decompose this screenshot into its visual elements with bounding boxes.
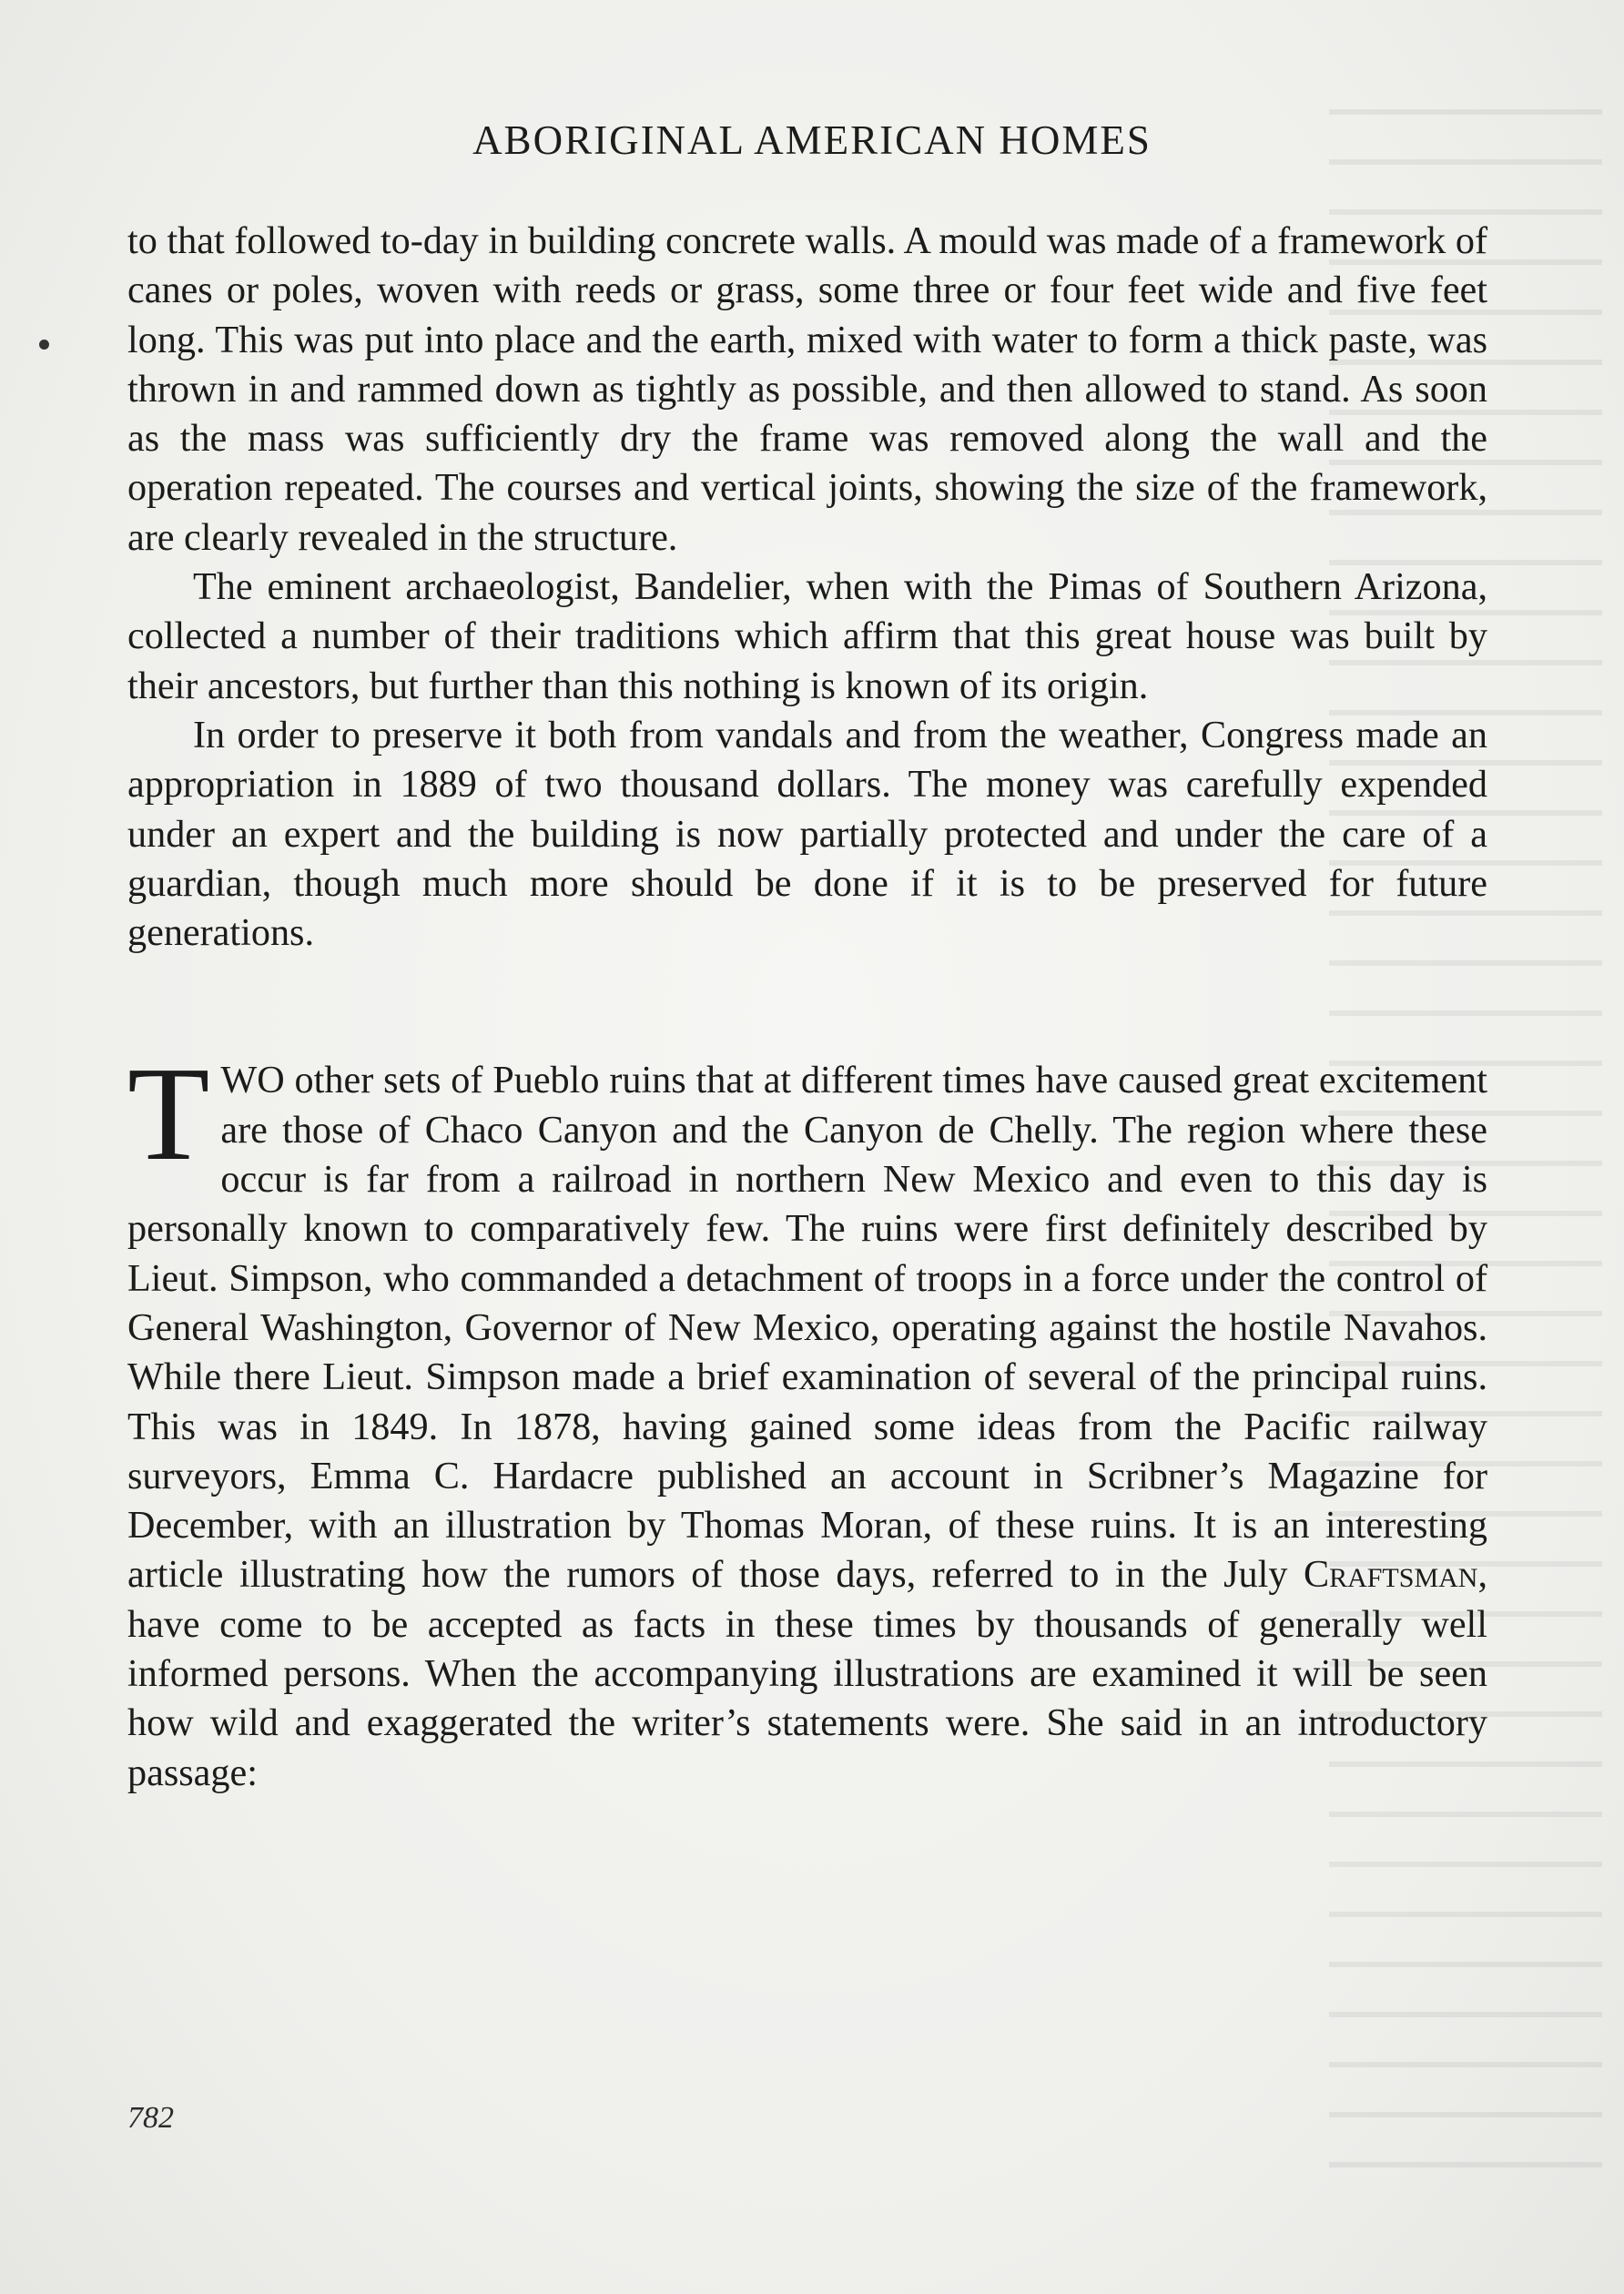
paragraph-2: The eminent archaeologist, Bandelier, when with the Pimas of Southern Arizona, collected a number of their traditions which affirm that this great house was built by their ancestors, but further than this nothing is known of its origin.: [127, 565, 1487, 707]
paragraph-3: In order to preserve it both from vandals and from the weather, Congress made an appropriation in 1889 of two thousand dollars. The money was carefully expended under an expert and the building is now partially protected and under the care of a guardian, though much more should be done if it is to be preserved for future generations.: [127, 713, 1487, 955]
page-number: 782: [127, 2101, 174, 2135]
paragraph-4-text-a: WO other sets of Pueblo ruins that at different times have caused great excitement are those of Chaco Canyon and the Canyon de Chelly. The region where these occur is far from a railroad in northern New Mexico and even to this day is personally known to comparatively few. The ruins were first definitely described by Lieut. Simpson, who commanded a detachment of troops in a force under the control of General Washington, Governor of New Mexico, operating against the hostile Navahos. While there Lieut. Simpson made a brief examination of several of the principal ruins. This was in 1849. In 1878, having gained some ideas from the Pacific railway surveyors, Emma C. Hardacre published an account in Scribner’s Magazine for December, with an illustration by Thomas Moran, of these ruins. It is an interesting article illustrating how the rumors of those days, referred to in the July: [127, 1059, 1487, 1597]
paragraph-1: to that followed to-day in building concrete walls. A mould was made of a framework of canes or poles, woven with reeds or grass, some three or four feet wide and five feet long. This was put into place and the earth, mixed with water to form a thick paste, was thrown in and rammed down as tightly as possible, and then allowed to stand. As soon as the mass was sufficiently dry the frame was removed along the wall and the operation repeated. The courses and vertical joints, showing the size of the framework, are clearly revealed in the structure.: [127, 219, 1487, 559]
drop-cap: T: [127, 1040, 210, 1190]
craftsman-smallcaps: Craftsman: [1303, 1553, 1478, 1597]
paragraph-4-text-b: , have come to be accepted as facts in these times by thousands of generally well informed persons. When the accompanying illustrations are examined it will be seen how wild and exaggerated the writer’s statements were. She said in an introductory passage:: [127, 1553, 1487, 1794]
body-text: [127, 217, 1487, 1798]
running-head: ABORIGINAL AMERICAN HOMES: [472, 117, 1152, 163]
margin-ink-dot: [39, 340, 49, 350]
paragraph-4: [127, 1040, 1487, 1797]
